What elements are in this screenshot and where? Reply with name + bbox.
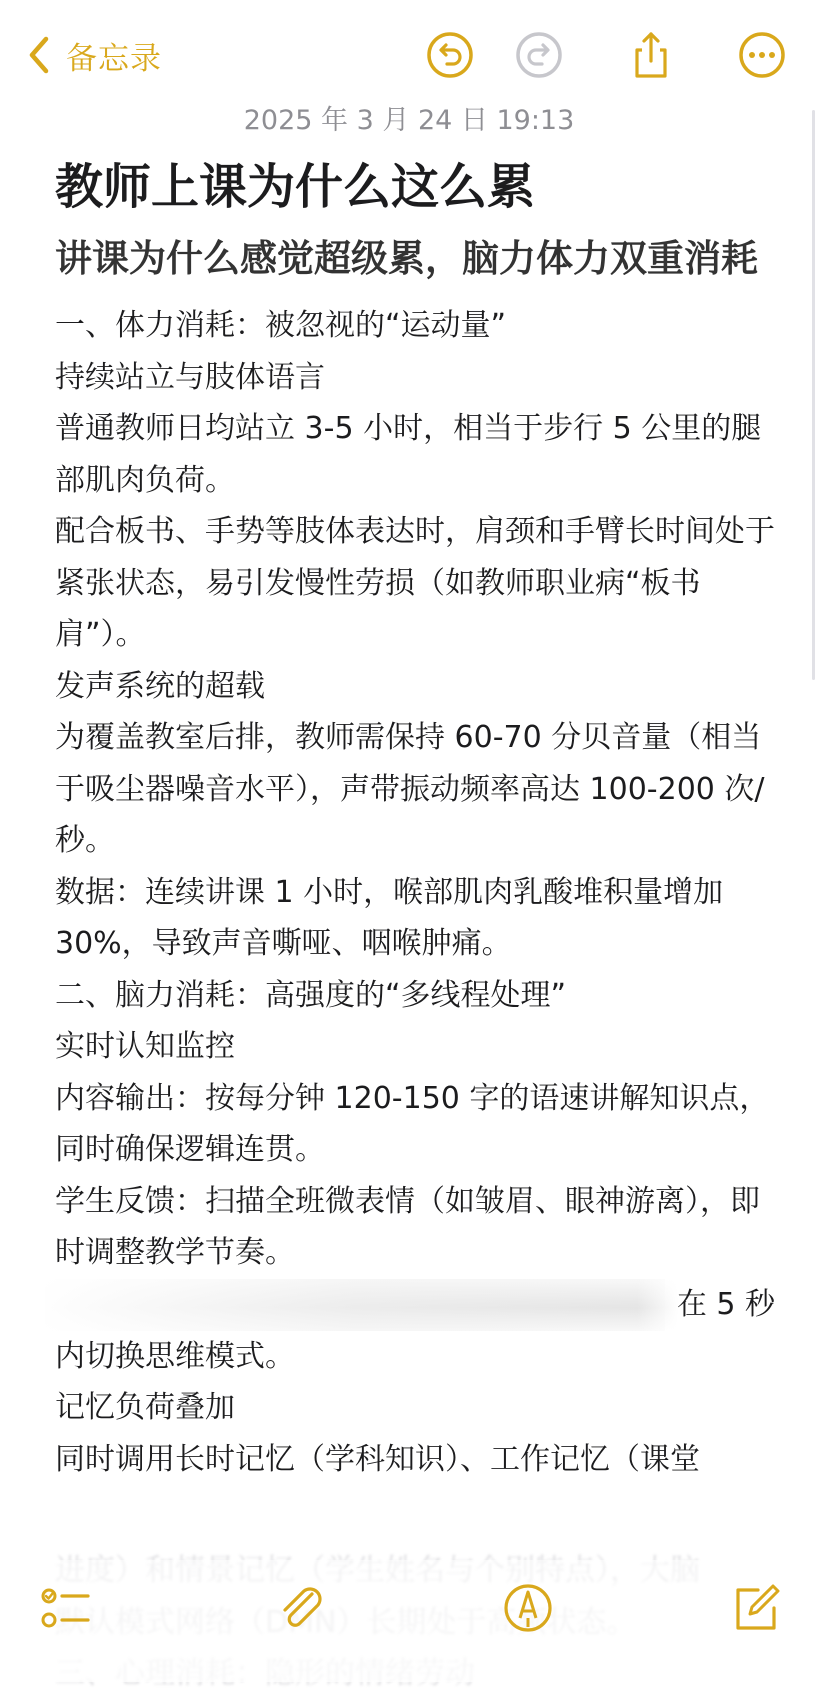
navigation-bar — [0, 0, 818, 110]
paragraph: 普通教师日均站立 3-5 小时，相当于步行 5 公里的腿部肌肉负荷。 — [55, 411, 762, 498]
redo-button[interactable] — [514, 30, 564, 80]
obscured-line — [45, 1279, 775, 1331]
paragraph: 数据：连续讲课 1 小时，喉部肌肉乳酸堆积量增加 30%，导致声音嘶哑、咽喉肿痛。 — [55, 874, 724, 961]
undo-button[interactable] — [425, 30, 475, 80]
note-date: 2025 年 3 月 24 日 19:13 — [243, 105, 575, 136]
more-icon — [737, 30, 787, 80]
bottom-toolbar — [0, 1560, 818, 1682]
redo-icon — [514, 30, 564, 80]
share-button[interactable] — [626, 30, 676, 80]
checklist-button[interactable] — [38, 1580, 94, 1636]
note-title: 教师上课为什么这么累 — [55, 159, 536, 215]
more-button[interactable] — [737, 30, 787, 80]
undo-icon — [425, 30, 475, 80]
paragraph: 内切换思维模式。 — [55, 1338, 295, 1374]
subsection-heading: 实时认知监控 — [55, 1029, 235, 1064]
note-subtitle: 讲课为什么感觉超级累，脑力体力双重消耗 — [55, 237, 758, 280]
paragraph: 学生反馈：扫描全班微表情（如皱眉、眼神游离），即时调整教学节奏。 — [55, 1183, 760, 1270]
compose-icon — [728, 1580, 784, 1636]
note-body[interactable] — [55, 152, 775, 1485]
checklist-icon — [38, 1580, 94, 1636]
scrollbar[interactable] — [812, 110, 815, 680]
share-icon — [626, 30, 676, 80]
subsection-heading: 记忆负荷叠加 — [55, 1390, 235, 1425]
section-heading: 一、体力消耗：被忽视的“运动量” — [55, 308, 507, 343]
paragraph: 同时调用长时记忆（学科知识）、工作记忆（课堂 — [55, 1441, 700, 1477]
back-button[interactable] — [24, 30, 162, 80]
back-label: 备忘录 — [66, 40, 162, 77]
paperclip-icon — [274, 1580, 330, 1636]
subsection-heading: 持续站立与肢体语言 — [55, 359, 325, 395]
blur-overlay — [45, 1279, 665, 1331]
compose-button[interactable] — [728, 1580, 784, 1636]
markup-button[interactable] — [500, 1580, 556, 1636]
obscured-line-tail: 在 5 秒 — [637, 1279, 775, 1331]
paragraph: 为覆盖教室后排，教师需保持 60-70 分贝音量（相当于吸尘器噪音水平），声带振动频率高达 100-200 次/秒。 — [55, 720, 765, 858]
attachment-button[interactable] — [274, 1580, 330, 1636]
subsection-heading: 发声系统的超载 — [55, 668, 265, 704]
markup-pen-icon — [500, 1580, 556, 1636]
paragraph: 内容输出：按每分钟 120-150 字的语速讲解知识点，同时确保逻辑连贯。 — [55, 1080, 770, 1167]
paragraph: 配合板书、手势等肢体表达时，肩颈和手臂长时间处于紧张状态，易引发慢性劳损（如教师职业病“板书肩”）。 — [55, 514, 775, 652]
chevron-left-icon — [24, 33, 54, 77]
section-heading: 二、脑力消耗：高强度的“多线程处理” — [55, 977, 567, 1013]
